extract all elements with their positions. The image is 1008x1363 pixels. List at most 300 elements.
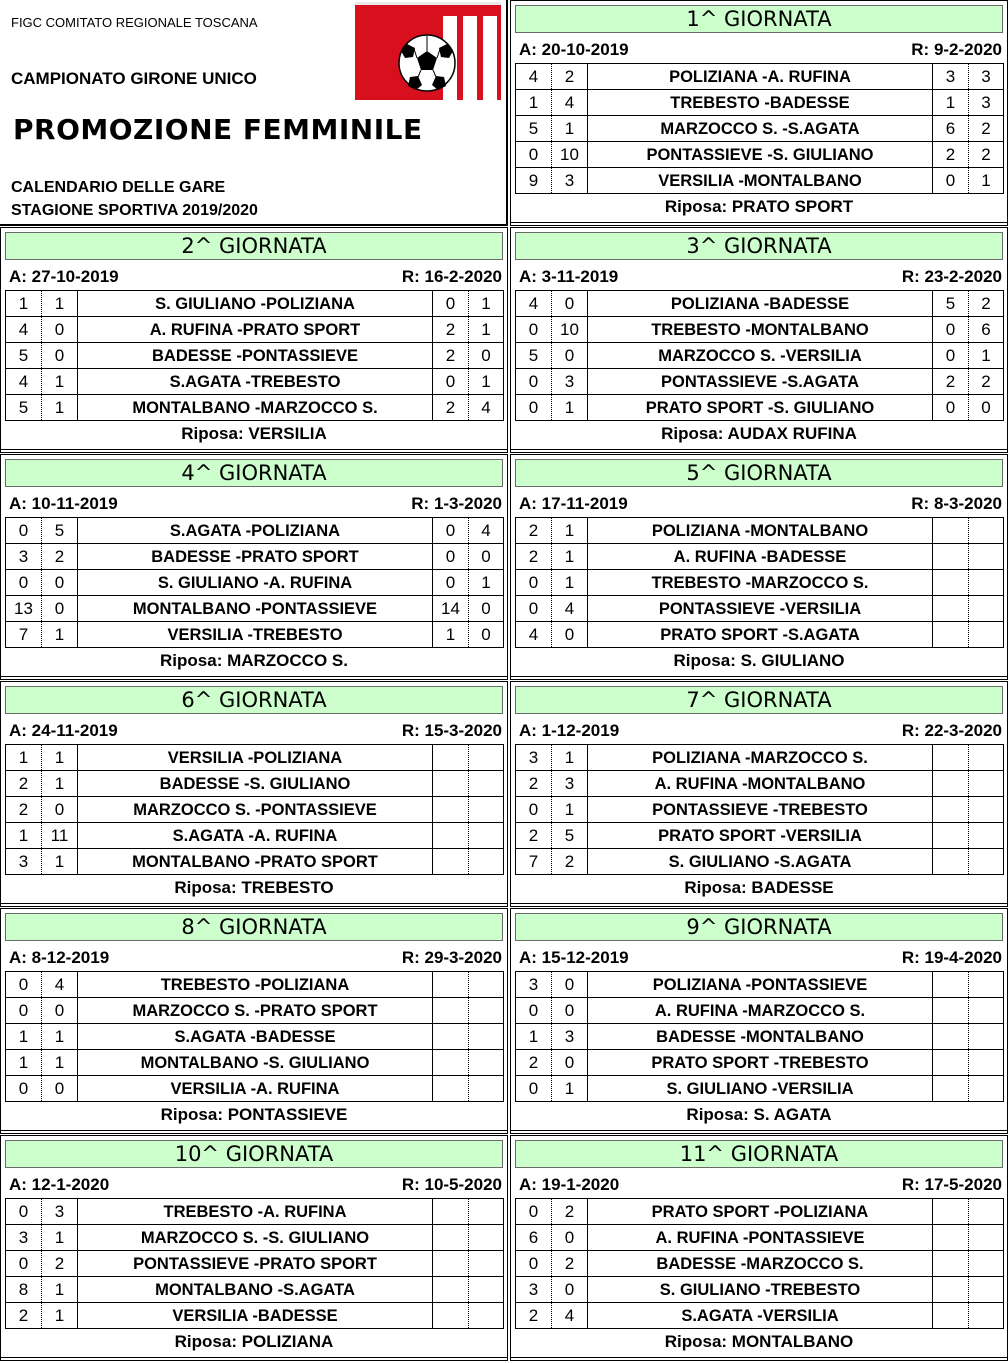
match-row — [516, 90, 1004, 116]
match-teams: POLIZIANA -PONTASSIEVE — [588, 972, 933, 998]
round-title: 7^ GIORNATA — [515, 686, 1003, 714]
andata-away-goals: 0 — [42, 570, 78, 596]
ritorno-away-goals — [969, 570, 1004, 596]
matches-table — [515, 517, 1004, 648]
match-row — [6, 1303, 504, 1329]
match-row — [6, 395, 504, 421]
andata-away-goals: 3 — [42, 1199, 78, 1225]
andata-away-goals: 3 — [552, 168, 588, 194]
andata-home-goals: 6 — [516, 1225, 552, 1251]
andata-away-goals: 0 — [42, 998, 78, 1024]
andata-away-goals: 0 — [552, 998, 588, 1024]
andata-away-goals: 1 — [552, 1076, 588, 1102]
match-row — [516, 771, 1004, 797]
ritorno-away-goals — [469, 998, 504, 1024]
ritorno-away-goals: 1 — [469, 570, 504, 596]
match-row — [6, 972, 504, 998]
match-teams: S. GIULIANO -VERSILIA — [588, 1076, 933, 1102]
match-row — [516, 64, 1004, 90]
andata-date: A: 27-10-2019 — [9, 267, 119, 286]
matches-table — [515, 63, 1004, 194]
andata-home-goals: 0 — [516, 142, 552, 168]
ritorno-away-goals — [469, 1024, 504, 1050]
andata-away-goals: 2 — [42, 1251, 78, 1277]
andata-home-goals: 2 — [516, 1303, 552, 1329]
round-block — [510, 681, 1008, 907]
ritorno-home-goals: 6 — [933, 116, 969, 142]
andata-away-goals: 0 — [552, 1277, 588, 1303]
match-row — [516, 745, 1004, 771]
match-row — [516, 317, 1004, 343]
match-teams: VERSILIA -POLIZIANA — [78, 745, 433, 771]
ritorno-away-goals — [469, 1303, 504, 1329]
round-block — [0, 454, 508, 680]
andata-away-goals: 1 — [552, 797, 588, 823]
ritorno-away-goals — [969, 596, 1004, 622]
ritorno-home-goals — [933, 596, 969, 622]
ritorno-home-goals — [433, 1277, 469, 1303]
match-teams: S.AGATA -VERSILIA — [588, 1303, 933, 1329]
ritorno-away-goals: 4 — [469, 518, 504, 544]
andata-date: A: 17-11-2019 — [519, 494, 628, 513]
riposa-label: Riposa: VERSILIA — [181, 424, 327, 443]
round-dates — [515, 264, 1002, 291]
match-teams: S. GIULIANO -TREBESTO — [588, 1277, 933, 1303]
andata-away-goals: 3 — [552, 1024, 588, 1050]
ritorno-away-goals — [469, 972, 504, 998]
match-row — [516, 849, 1004, 875]
andata-home-goals: 3 — [6, 1225, 42, 1251]
andata-away-goals: 1 — [42, 1277, 78, 1303]
andata-home-goals: 0 — [6, 1251, 42, 1277]
andata-away-goals: 1 — [42, 622, 78, 648]
organization-name: FIGC COMITATO REGIONALE TOSCANA — [11, 15, 258, 30]
andata-away-goals: 2 — [552, 1199, 588, 1225]
match-row — [516, 142, 1004, 168]
andata-date: A: 20-10-2019 — [519, 40, 629, 59]
andata-home-goals: 2 — [516, 1050, 552, 1076]
match-row — [6, 622, 504, 648]
match-teams: A. RUFINA -PRATO SPORT — [78, 317, 433, 343]
match-teams: VERSILIA -MONTALBANO — [588, 168, 933, 194]
match-row — [516, 972, 1004, 998]
ritorno-away-goals: 3 — [969, 90, 1004, 116]
andata-away-goals: 2 — [552, 64, 588, 90]
ritorno-home-goals — [433, 1024, 469, 1050]
andata-away-goals: 0 — [552, 291, 588, 317]
match-teams: S. GIULIANO -POLIZIANA — [78, 291, 433, 317]
match-teams: MARZOCCO S. -S.AGATA — [588, 116, 933, 142]
match-teams: S. GIULIANO -A. RUFINA — [78, 570, 433, 596]
ritorno-away-goals: 6 — [969, 317, 1004, 343]
ritorno-date: R: 10-5-2020 — [401, 1175, 502, 1194]
match-row — [6, 317, 504, 343]
ritorno-home-goals — [933, 1199, 969, 1225]
ritorno-away-goals — [469, 797, 504, 823]
match-row — [516, 998, 1004, 1024]
ritorno-home-goals: 1 — [433, 622, 469, 648]
match-row — [6, 1199, 504, 1225]
ritorno-home-goals — [933, 998, 969, 1024]
match-row — [6, 849, 504, 875]
matches-table — [5, 744, 504, 875]
match-teams: PONTASSIEVE -PRATO SPORT — [78, 1251, 433, 1277]
andata-away-goals: 1 — [552, 544, 588, 570]
round-block — [510, 227, 1008, 453]
andata-away-goals: 10 — [552, 142, 588, 168]
ritorno-away-goals — [969, 745, 1004, 771]
andata-home-goals: 1 — [6, 1050, 42, 1076]
andata-away-goals: 0 — [552, 1050, 588, 1076]
andata-home-goals: 0 — [516, 1199, 552, 1225]
ritorno-home-goals: 5 — [933, 291, 969, 317]
riposa-label: Riposa: MARZOCCO S. — [160, 651, 348, 670]
match-row — [6, 343, 504, 369]
match-teams: MARZOCCO S. -S. GIULIANO — [78, 1225, 433, 1251]
round-title: 5^ GIORNATA — [515, 459, 1003, 487]
ritorno-home-goals — [933, 570, 969, 596]
andata-home-goals: 4 — [516, 291, 552, 317]
match-row — [516, 622, 1004, 648]
match-teams: BADESSE -MONTALBANO — [588, 1024, 933, 1050]
ritorno-home-goals — [933, 1303, 969, 1329]
andata-home-goals: 1 — [6, 1024, 42, 1050]
andata-away-goals: 0 — [42, 343, 78, 369]
andata-home-goals: 1 — [516, 90, 552, 116]
ritorno-home-goals — [933, 518, 969, 544]
matches-table — [5, 971, 504, 1102]
match-teams: MARZOCCO S. -VERSILIA — [588, 343, 933, 369]
match-teams: BADESSE -S. GIULIANO — [78, 771, 433, 797]
match-row — [516, 116, 1004, 142]
andata-home-goals: 0 — [516, 1076, 552, 1102]
andata-date: A: 1-12-2019 — [519, 721, 620, 740]
round-title: 9^ GIORNATA — [515, 913, 1003, 941]
andata-date: A: 10-11-2019 — [9, 494, 118, 513]
andata-home-goals: 2 — [516, 544, 552, 570]
match-row — [516, 1199, 1004, 1225]
match-teams: PONTASSIEVE -S. GIULIANO — [588, 142, 933, 168]
andata-away-goals: 1 — [42, 369, 78, 395]
andata-away-goals: 1 — [42, 849, 78, 875]
andata-date: A: 24-11-2019 — [9, 721, 118, 740]
ritorno-date: R: 15-3-2020 — [401, 721, 502, 740]
ritorno-away-goals — [469, 745, 504, 771]
ritorno-home-goals — [433, 1076, 469, 1102]
andata-home-goals: 0 — [516, 395, 552, 421]
match-row — [516, 1024, 1004, 1050]
match-row — [6, 823, 504, 849]
round-dates — [515, 491, 1002, 518]
match-teams: PONTASSIEVE -TREBESTO — [588, 797, 933, 823]
andata-home-goals: 4 — [6, 317, 42, 343]
andata-away-goals: 1 — [42, 745, 78, 771]
ritorno-away-goals: 2 — [969, 291, 1004, 317]
match-row — [516, 395, 1004, 421]
match-row — [6, 544, 504, 570]
ritorno-date: R: 17-5-2020 — [901, 1175, 1002, 1194]
andata-away-goals: 1 — [42, 1303, 78, 1329]
match-row — [516, 1277, 1004, 1303]
season-line: STAGIONE SPORTIVA 2019/2020 — [11, 202, 258, 219]
andata-away-goals: 1 — [552, 518, 588, 544]
match-teams: PONTASSIEVE -S.AGATA — [588, 369, 933, 395]
match-row — [516, 544, 1004, 570]
riposa-label: Riposa: POLIZIANA — [174, 1332, 334, 1351]
andata-away-goals: 1 — [42, 1024, 78, 1050]
round-dates — [515, 718, 1002, 745]
ritorno-home-goals — [433, 1251, 469, 1277]
riposa-label: Riposa: BADESSE — [684, 878, 834, 897]
match-teams: MONTALBANO -MARZOCCO S. — [78, 395, 433, 421]
match-row — [6, 1251, 504, 1277]
ritorno-home-goals — [933, 1050, 969, 1076]
match-row — [6, 797, 504, 823]
round-block — [0, 681, 508, 907]
andata-away-goals: 1 — [552, 570, 588, 596]
match-row — [516, 570, 1004, 596]
match-teams: POLIZIANA -BADESSE — [588, 291, 933, 317]
match-teams: PRATO SPORT -POLIZIANA — [588, 1199, 933, 1225]
ritorno-away-goals — [969, 972, 1004, 998]
match-teams: TREBESTO -MARZOCCO S. — [588, 570, 933, 596]
ritorno-home-goals: 2 — [433, 317, 469, 343]
andata-away-goals: 1 — [42, 291, 78, 317]
andata-home-goals: 7 — [6, 622, 42, 648]
ritorno-away-goals — [969, 1277, 1004, 1303]
andata-away-goals: 11 — [42, 823, 78, 849]
ritorno-home-goals: 2 — [433, 343, 469, 369]
round-dates — [5, 1172, 502, 1199]
ritorno-home-goals — [433, 1050, 469, 1076]
round-title: 4^ GIORNATA — [5, 459, 503, 487]
match-row — [516, 343, 1004, 369]
round-dates — [5, 718, 502, 745]
header-block — [0, 0, 508, 226]
match-row — [6, 596, 504, 622]
match-teams: S.AGATA -BADESSE — [78, 1024, 433, 1050]
match-teams: A. RUFINA -MONTALBANO — [588, 771, 933, 797]
riposa-label: Riposa: PRATO SPORT — [664, 197, 854, 216]
ritorno-home-goals: 0 — [933, 168, 969, 194]
match-teams: TREBESTO -A. RUFINA — [78, 1199, 433, 1225]
andata-home-goals: 3 — [516, 1277, 552, 1303]
andata-away-goals: 4 — [552, 90, 588, 116]
ritorno-home-goals: 1 — [933, 90, 969, 116]
andata-home-goals: 1 — [516, 1024, 552, 1050]
round-block — [510, 1135, 1008, 1361]
ritorno-away-goals — [969, 1225, 1004, 1251]
riposa-label: Riposa: AUDAX RUFINA — [661, 424, 857, 443]
andata-away-goals: 0 — [42, 1076, 78, 1102]
match-row — [516, 596, 1004, 622]
matches-table — [5, 1198, 504, 1329]
round-dates — [515, 945, 1002, 972]
ritorno-away-goals — [969, 1199, 1004, 1225]
andata-home-goals: 3 — [6, 849, 42, 875]
andata-home-goals: 2 — [516, 823, 552, 849]
calendar-line: CALENDARIO DELLE GARE — [11, 179, 226, 196]
ritorno-away-goals: 2 — [969, 116, 1004, 142]
andata-away-goals: 2 — [552, 849, 588, 875]
ritorno-home-goals — [933, 745, 969, 771]
andata-home-goals: 0 — [6, 1076, 42, 1102]
round-block — [0, 1135, 508, 1361]
match-row — [516, 291, 1004, 317]
ritorno-away-goals: 1 — [969, 343, 1004, 369]
round-title: 11^ GIORNATA — [515, 1140, 1003, 1168]
ritorno-away-goals — [469, 1076, 504, 1102]
ritorno-home-goals — [933, 622, 969, 648]
ritorno-away-goals: 1 — [469, 369, 504, 395]
round-block — [510, 0, 1008, 226]
ritorno-away-goals — [969, 1076, 1004, 1102]
ritorno-home-goals — [933, 544, 969, 570]
ritorno-away-goals — [969, 518, 1004, 544]
andata-away-goals: 0 — [552, 972, 588, 998]
andata-home-goals: 2 — [6, 1303, 42, 1329]
andata-away-goals: 3 — [552, 771, 588, 797]
ritorno-home-goals — [933, 972, 969, 998]
andata-away-goals: 3 — [552, 369, 588, 395]
figc-logo-icon — [355, 2, 501, 100]
ritorno-home-goals — [933, 1076, 969, 1102]
ritorno-home-goals: 0 — [933, 395, 969, 421]
round-title: 2^ GIORNATA — [5, 232, 503, 260]
andata-home-goals: 0 — [6, 570, 42, 596]
matches-table — [515, 971, 1004, 1102]
andata-home-goals: 0 — [516, 317, 552, 343]
campionato-label: CAMPIONATO GIRONE UNICO — [11, 69, 257, 88]
match-teams: PRATO SPORT -TREBESTO — [588, 1050, 933, 1076]
andata-away-goals: 1 — [42, 1050, 78, 1076]
ritorno-date: R: 19-4-2020 — [901, 948, 1002, 967]
match-teams: PRATO SPORT -S.AGATA — [588, 622, 933, 648]
andata-date: A: 15-12-2019 — [519, 948, 629, 967]
riposa-label: Riposa: TREBESTO — [174, 878, 334, 897]
matches-table — [515, 290, 1004, 421]
ritorno-away-goals: 1 — [469, 291, 504, 317]
match-teams: VERSILIA -BADESSE — [78, 1303, 433, 1329]
andata-home-goals: 0 — [6, 1199, 42, 1225]
ritorno-home-goals — [433, 771, 469, 797]
match-teams: MONTALBANO -PRATO SPORT — [78, 849, 433, 875]
ritorno-date: R: 8-3-2020 — [911, 494, 1002, 513]
andata-away-goals: 0 — [552, 622, 588, 648]
ritorno-away-goals — [969, 1050, 1004, 1076]
andata-home-goals: 13 — [6, 596, 42, 622]
ritorno-home-goals: 0 — [433, 291, 469, 317]
match-row — [6, 1225, 504, 1251]
andata-home-goals: 5 — [6, 343, 42, 369]
match-teams: S.AGATA -TREBESTO — [78, 369, 433, 395]
andata-away-goals: 0 — [42, 317, 78, 343]
andata-home-goals: 0 — [516, 596, 552, 622]
andata-home-goals: 5 — [6, 395, 42, 421]
ritorno-away-goals: 1 — [469, 317, 504, 343]
match-teams: BADESSE -MARZOCCO S. — [588, 1251, 933, 1277]
ritorno-home-goals — [933, 1024, 969, 1050]
andata-away-goals: 10 — [552, 317, 588, 343]
andata-home-goals: 1 — [6, 745, 42, 771]
match-teams: MONTALBANO -S. GIULIANO — [78, 1050, 433, 1076]
ritorno-home-goals: 2 — [933, 369, 969, 395]
andata-home-goals: 8 — [6, 1277, 42, 1303]
round-block — [0, 227, 508, 453]
ritorno-away-goals — [969, 771, 1004, 797]
ritorno-date: R: 1-3-2020 — [411, 494, 502, 513]
ritorno-away-goals — [969, 823, 1004, 849]
andata-away-goals: 0 — [42, 596, 78, 622]
andata-date: A: 8-12-2019 — [9, 948, 110, 967]
ritorno-away-goals — [969, 1303, 1004, 1329]
andata-away-goals: 1 — [552, 395, 588, 421]
match-row — [516, 1303, 1004, 1329]
ritorno-date: R: 23-2-2020 — [901, 267, 1002, 286]
match-row — [6, 518, 504, 544]
match-teams: MARZOCCO S. -PRATO SPORT — [78, 998, 433, 1024]
andata-home-goals: 3 — [6, 544, 42, 570]
matches-table — [5, 290, 504, 421]
match-teams: S.AGATA -POLIZIANA — [78, 518, 433, 544]
ritorno-away-goals — [969, 1251, 1004, 1277]
match-teams: BADESSE -PONTASSIEVE — [78, 343, 433, 369]
round-title: 3^ GIORNATA — [515, 232, 1003, 260]
riposa-label: Riposa: PONTASSIEVE — [160, 1105, 348, 1124]
match-teams: A. RUFINA -BADESSE — [588, 544, 933, 570]
riposa-label: Riposa: MONTALBANO — [664, 1332, 854, 1351]
match-teams: POLIZIANA -MONTALBANO — [588, 518, 933, 544]
andata-home-goals: 0 — [516, 369, 552, 395]
ritorno-away-goals — [469, 823, 504, 849]
round-dates — [5, 264, 502, 291]
andata-home-goals: 2 — [516, 771, 552, 797]
andata-away-goals: 0 — [42, 797, 78, 823]
ritorno-away-goals: 0 — [469, 596, 504, 622]
matches-table — [515, 744, 1004, 875]
round-dates — [5, 491, 502, 518]
andata-home-goals: 0 — [516, 570, 552, 596]
andata-away-goals: 1 — [42, 771, 78, 797]
match-row — [516, 518, 1004, 544]
andata-home-goals: 3 — [516, 745, 552, 771]
ritorno-away-goals: 4 — [469, 395, 504, 421]
riposa-label: Riposa: S. AGATA — [686, 1105, 832, 1124]
ritorno-away-goals — [469, 1199, 504, 1225]
andata-home-goals: 4 — [516, 64, 552, 90]
ritorno-home-goals: 2 — [933, 142, 969, 168]
match-teams: POLIZIANA -A. RUFINA — [588, 64, 933, 90]
round-title: 1^ GIORNATA — [515, 5, 1003, 33]
andata-home-goals: 5 — [516, 116, 552, 142]
ritorno-away-goals: 1 — [969, 168, 1004, 194]
ritorno-home-goals — [933, 1277, 969, 1303]
match-row — [516, 1050, 1004, 1076]
ritorno-home-goals: 0 — [433, 544, 469, 570]
match-row — [6, 1076, 504, 1102]
ritorno-away-goals: 0 — [469, 343, 504, 369]
andata-home-goals: 0 — [516, 797, 552, 823]
match-row — [6, 369, 504, 395]
match-teams: VERSILIA -A. RUFINA — [78, 1076, 433, 1102]
andata-home-goals: 4 — [516, 622, 552, 648]
andata-away-goals: 2 — [552, 1251, 588, 1277]
round-dates — [5, 945, 502, 972]
andata-home-goals: 1 — [6, 823, 42, 849]
match-row — [6, 745, 504, 771]
match-teams: PONTASSIEVE -VERSILIA — [588, 596, 933, 622]
match-teams: S.AGATA -A. RUFINA — [78, 823, 433, 849]
